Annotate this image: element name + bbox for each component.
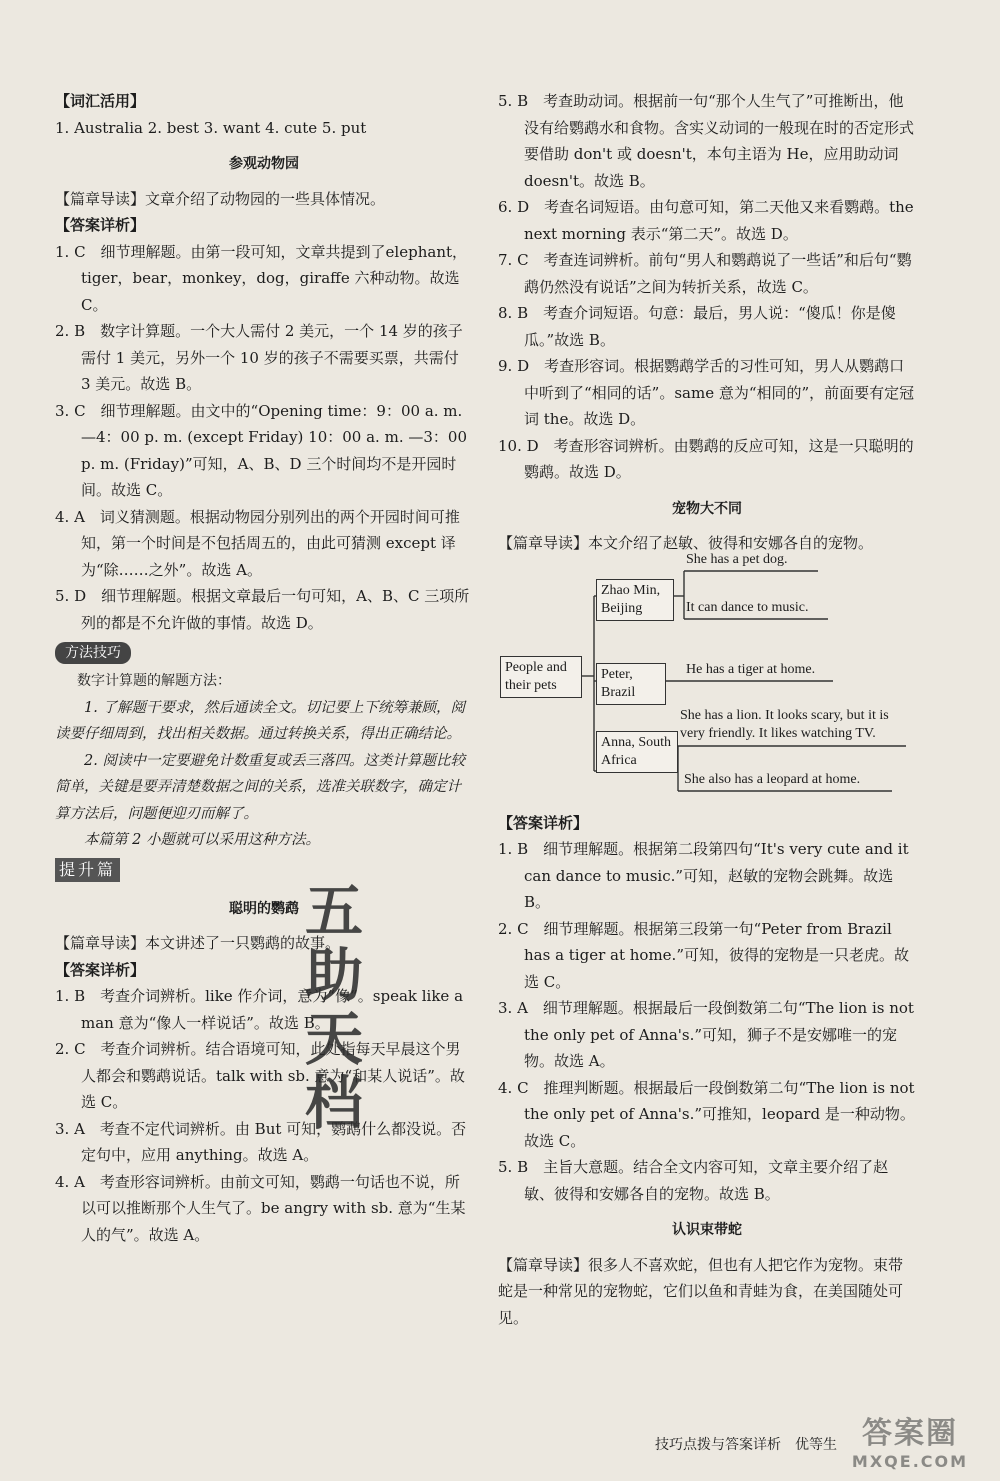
right-column bbox=[498, 88, 916, 1331]
diagram-root: People and their pets bbox=[500, 656, 582, 698]
answer-item: 1. B 细节理解题。根据第二段第四句“It's very cute and it can dance to music.”可知，赵敏的宠物会跳舞。故选 B。 bbox=[498, 840, 909, 911]
answer-item: 3. A 细节理解题。根据最后一段倒数第二句“The lion is not the only pet of Anna's.”可知，狮子不是安娜唯一的宠物。故选 A。 bbox=[498, 999, 914, 1070]
answer-item: 5. B 考查助动词。根据前一句“那个人生气了”可推断出，他没有给鹦鹉水和食物。含实义动词的一般现在时的否定形式要借助 don't 或 doesn't，本句主语为 He，应用助动词 doesn't。故选 B。 bbox=[498, 92, 915, 190]
diagram-person-peter: Peter, Brazil bbox=[596, 663, 666, 705]
answer-item: 5. D 细节理解题。根据文章最后一句可知，A、B、C 三项所列的都是不允许做的事情。故选 D。 bbox=[55, 587, 470, 632]
answer-item: 2. B 数字计算题。一个大人需付 2 美元，一个 14 岁的孩子需付 1 美元，另外一个 10 岁的孩子不需要买票，共需付 3 美元。故选 B。 bbox=[55, 322, 463, 393]
answer-item: 9. D 考查形容词。根据鹦鹉学舌的习性可知，男人从鹦鹉口中听到了“相同的话”。same 意为“相同的”，前面要有定冠词 the。故选 D。 bbox=[498, 357, 915, 428]
answer-item: 4. C 推理判断题。根据最后一段倒数第二句“The lion is not the only pet of Anna's.”可推知，leopard 是一种动物。故选 C。 bbox=[498, 1078, 915, 1150]
section-guide-parrot: 【篇章导读】本文讲述了一只鹦鹉的故事。 bbox=[55, 934, 341, 952]
handwriting-annotation: 五助天档 bbox=[295, 880, 363, 1136]
left-column bbox=[55, 88, 473, 1248]
answers-title-pets: 【答案详析】 bbox=[498, 813, 589, 832]
diagram-fact: She has a pet dog. bbox=[686, 551, 788, 567]
section-title-snake: 认识束带蛇 bbox=[672, 1222, 742, 1238]
level-badge: 提升篇 bbox=[55, 858, 120, 882]
watermark-logo bbox=[850, 1408, 970, 1471]
diagram-fact: He has a tiger at home. bbox=[686, 661, 816, 677]
answer-item: 7. C 考查连词辨析。前句“男人和鹦鹉说了一些话”和后句“鹦鹉仍然没有说话”之间为转折关系，故选 C。 bbox=[498, 251, 912, 296]
section-title-pets: 宠物大不同 bbox=[672, 500, 742, 517]
vocab-answers: 1. Australia 2. best 3. want 4. cute 5. put bbox=[55, 118, 367, 137]
section-guide-snake: 【篇章导读】很多人不喜欢蛇，但也有人把它作为宠物。束带蛇是一种常见的宠物蛇，它们以鱼和青蛙为食，在美国随处可见。 bbox=[498, 1255, 904, 1327]
diagram-fact: It can dance to music. bbox=[686, 599, 809, 615]
answer-item: 2. C 考查介词辨析。结合语境可知，此处指每天早晨这个男人都会和鹦鹉说话。talk with sb. 意为“和某人说话”。故选 C。 bbox=[55, 1040, 465, 1111]
tip-title: 数字计算题的解题方法： bbox=[77, 673, 231, 689]
answers-title-zoo: 【答案详析】 bbox=[55, 216, 146, 234]
diagram-fact: She also has a leopard at home. bbox=[684, 771, 861, 787]
answer-item: 4. A 考查形容词辨析。由前文可知，鹦鹉一句话也不说，所以可以推断那个人生气了。be angry with sb. 意为“生某人的气”。故选 A。 bbox=[55, 1172, 466, 1244]
answer-item: 2. C 细节理解题。根据第三段第一句“Peter from Brazil has a tiger at home.”可知，彼得的宠物是一只老虎。故选 C。 bbox=[498, 919, 909, 991]
answer-item: 10. D 考查形容词辨析。由鹦鹉的反应可知，这是一只聪明的鹦鹉。故选 D。 bbox=[498, 436, 914, 481]
answer-item: 6. D 考查名词短语。由句意可知，第二天他又来看鹦鹉。the next morning 表示“第二天”。故选 D。 bbox=[498, 198, 914, 243]
tip-item: 2. 阅读中一定要避免计数重复或丢三落四。这类计算题比较简单，关键是要弄清楚数据之间的关系，选准关联数字，确定计算方法后，问题便迎刃而解了。 bbox=[55, 752, 465, 822]
section-guide-pets: 【篇章导读】本文介绍了赵敏、彼得和安娜各自的宠物。 bbox=[498, 534, 874, 552]
vocab-title: 【词汇活用】 bbox=[55, 92, 146, 110]
answer-item: 1. B 考查介词辨析。like 作介词，意为“像”。speak like a man 意为“像人一样说话”。故选 B。 bbox=[55, 987, 464, 1032]
answer-item: 4. A 词义猜测题。根据动物园分别列出的两个开园时间可推知，第一个时间是不包括周五的，由此可猜测 except 译为“除……之外”。故选 A。 bbox=[55, 507, 460, 579]
diagram-fact: She has a lion. It looks scary, but it is very friendly. It likes watching TV. bbox=[680, 707, 889, 741]
page-footer: 技巧点拨与答案详析 优等生 bbox=[655, 1437, 837, 1453]
pets-diagram bbox=[498, 551, 916, 806]
answer-item: 3. A 考查不定代词辨析。由 But 可知，鹦鹉什么都没说。否定句中，应用 anything。故选 A。 bbox=[55, 1119, 467, 1164]
answer-item: 5. B 主旨大意题。结合全文内容可知，文章主要介绍了赵敏、彼得和安娜各自的宠物。故选 B。 bbox=[498, 1158, 889, 1203]
answer-item: 1. C 细节理解题。由第一段可知，文章共提到了elephant，tiger，bear，monkey，dog，giraffe 六种动物。故选 C。 bbox=[55, 242, 468, 314]
tip-badge: 方法技巧 bbox=[55, 642, 131, 664]
tip-item: 1. 了解题干要求，然后通读全文。切记要上下统筹兼顾，阅读要仔细周到，找出相关数据。通过转换关系，得出正确结论。 bbox=[55, 699, 465, 742]
diagram-person-anna: Anna, South Africa bbox=[596, 731, 678, 773]
section-title-zoo: 参观动物园 bbox=[229, 156, 299, 172]
tip-item: 本篇第 2 小题就可以采用这种方法。 bbox=[84, 832, 320, 848]
answers-title-parrot: 【答案详析】 bbox=[55, 960, 146, 979]
section-title-parrot: 聪明的鹦鹉 bbox=[229, 900, 299, 917]
answer-item: 3. C 细节理解题。由文中的“Opening time：9：00 a. m. —4：00 p. m. (except Friday) 10：00 a. m. —3：00 p. m. (Friday)”可知，A、B、D 三个时间均不是开园时间。故选 C。 bbox=[55, 401, 467, 499]
watermark-cn: 答案圈 bbox=[862, 1416, 958, 1451]
section-guide-zoo: 【篇章导读】文章介绍了动物园的一些具体情况。 bbox=[55, 189, 386, 208]
watermark-en: MXQE.COM bbox=[851, 1452, 969, 1471]
answer-item: 8. B 考查介词短语。句意：最后，男人说：“傻瓜！你是傻瓜。”故选 B。 bbox=[498, 304, 896, 349]
diagram-person-zhao: Zhao Min, Beijing bbox=[596, 579, 674, 621]
